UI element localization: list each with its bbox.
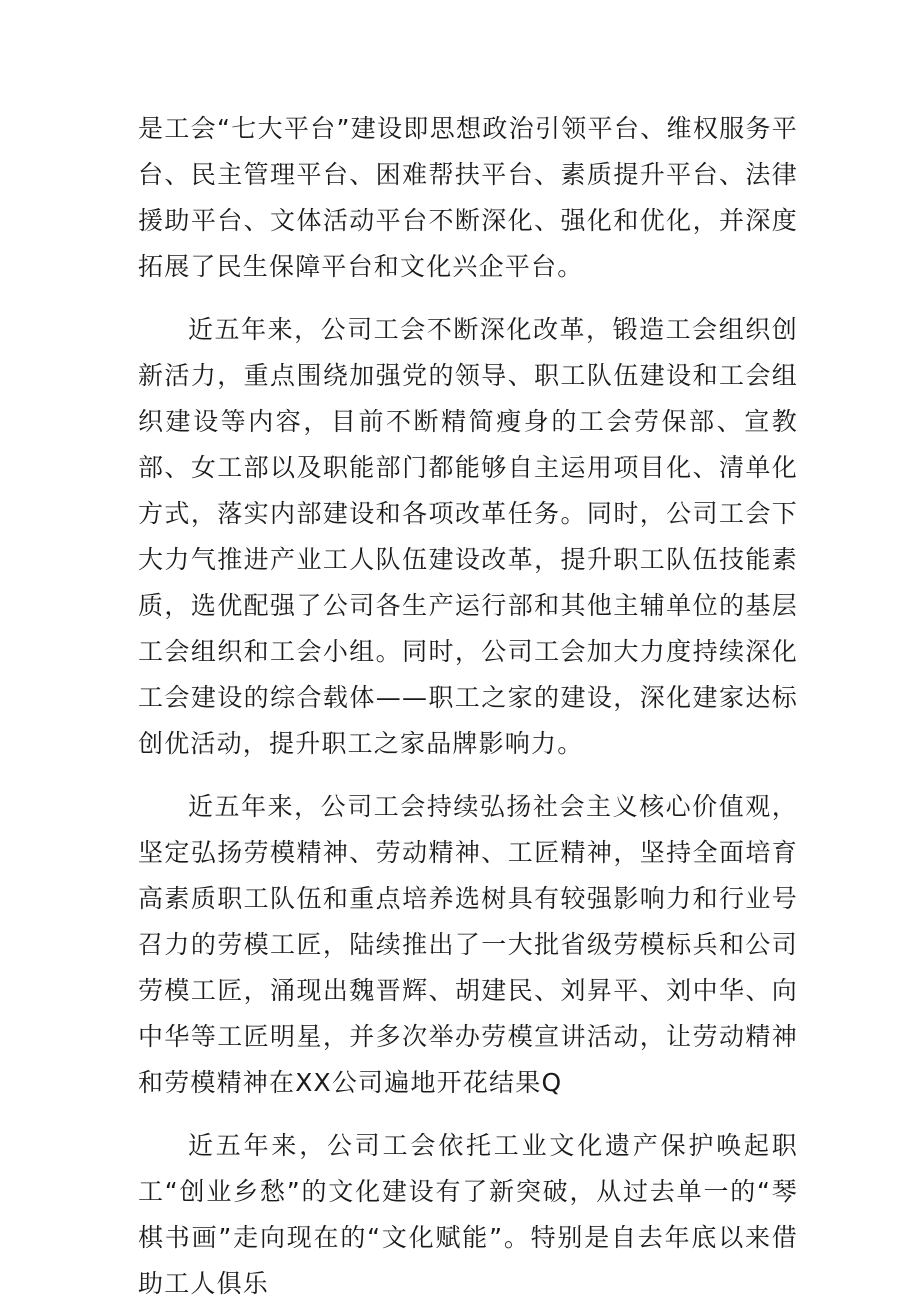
paragraph-culture: 近五年来，公司工会依托工业文化遗产保护唤起职工“创业乡愁”的文化建设有了新突破，从过去单一的“琴棋书画”走向现在的“文化赋能”。特别是自去年底以来借助工人俱乐 <box>138 1131 798 1298</box>
paragraph-reform: 近五年来，公司工会不断深化改革，锻造工会组织创新活力，重点围绕加强党的领导、职工队伍建设和工会组织建设等内容，目前不断精简瘦身的工会劳保部、宣教部、女工部以及职能部门都能够自主运用项目化、清单化方式，落实内部建设和各项改革任务。同时，公司工会下大力气推进产业工人队伍建设改革，提升职工队伍技能素质，选优配强了公司各生产运行部和其他主辅单位的基层工会组织和工会小组。同时，公司工会加大力度持续深化工会建设的综合载体——职工之家的建设，深化建家达标创优活动，提升职工之家品牌影响力。 <box>138 315 798 758</box>
paragraph-continuation: 是工会“七大平台”建设即思想政治引领平台、维权服务平台、民主管理平台、困难帮扶平台、素质提升平台、法律援助平台、文体活动平台不断深化、强化和优化，并深度拓展了民生保障平台和文化兴企平台。 <box>138 114 798 281</box>
paragraph-model-workers: 近五年来，公司工会持续弘扬社会主义核心价值观，坚定弘扬劳模精神、劳动精神、工匠精神，坚持全面培育高素质职工队伍和重点培养选树具有较强影响力和行业号召力的劳模工匠，陆续推出了一大批省级劳模标兵和公司劳模工匠，涌现出魏晋辉、胡建民、刘昇平、刘中华、向中华等工匠明星，并多次举办劳模宣讲活动，让劳动精神和劳模精神在XX公司遍地开花结果Q <box>138 792 798 1097</box>
document-body <box>138 106 798 1307</box>
